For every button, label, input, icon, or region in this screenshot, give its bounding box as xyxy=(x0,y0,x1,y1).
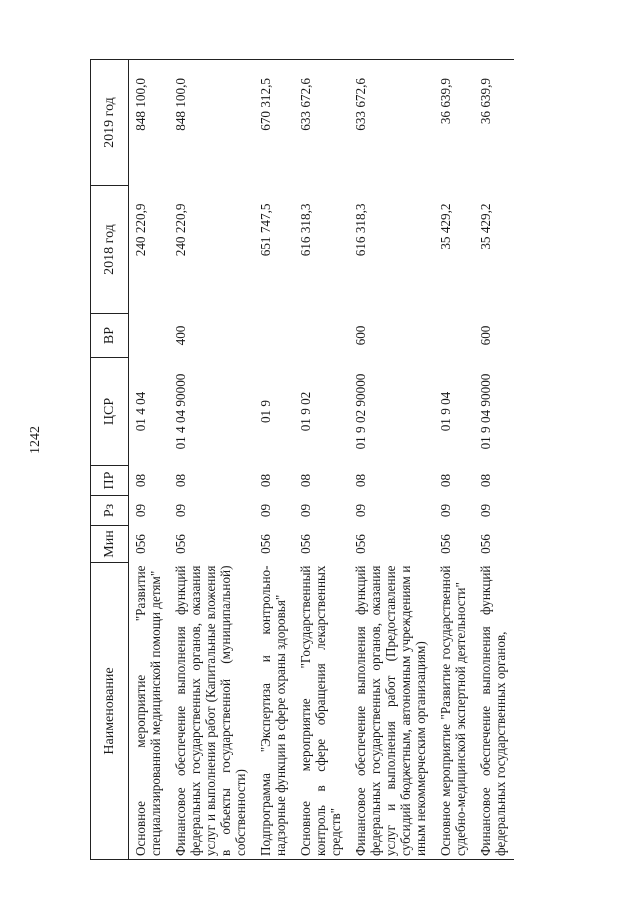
row-vr: 400 xyxy=(173,325,188,346)
row-vr xyxy=(129,314,170,358)
header-name: Наименование xyxy=(91,563,129,860)
row-2019: 848 100,0 xyxy=(169,60,254,186)
header-row xyxy=(91,60,129,860)
rotated-page-content xyxy=(90,60,510,860)
row-name: Подпрограмма "Экспертиза и контрольно-надзорные функции в сфере охраны здоровья" xyxy=(254,563,294,860)
row-name: Основное мероприятие "Развитие государственной судебно-медицинской экспертной деятельности" xyxy=(434,563,474,860)
table-row xyxy=(349,60,434,860)
row-2018: 616 318,3 xyxy=(298,203,313,257)
header-pr: ПР xyxy=(91,466,129,496)
row-pr: 08 xyxy=(173,473,188,488)
table-row xyxy=(169,60,254,860)
row-vr: 600 xyxy=(353,325,368,346)
row-pr: 08 xyxy=(298,473,313,488)
row-min: 056 xyxy=(478,534,493,554)
table-row xyxy=(294,60,349,860)
budget-table xyxy=(90,59,514,860)
row-2018: 240 220,9 xyxy=(173,203,188,257)
row-min: 056 xyxy=(298,534,313,554)
row-vr: 600 xyxy=(478,325,493,346)
row-csr: 01 9 04 xyxy=(438,391,453,432)
row-pr: 08 xyxy=(478,473,493,488)
row-vr xyxy=(254,314,294,358)
row-2018: 651 747,5 xyxy=(258,203,273,257)
row-rz: 09 xyxy=(438,503,453,518)
row-name: Финансовое обеспечение выполнения функций федеральных государственных органов, оказания услуг и выполнения работ (Предоставление субсидий бюджетным, автономным учреждениям и иным некоммерческим организациям) xyxy=(349,563,434,860)
row-csr: 01 9 02 90000 xyxy=(353,373,368,450)
table-row xyxy=(254,60,294,860)
table-row xyxy=(129,60,170,860)
page-number: 1242 xyxy=(28,426,43,454)
row-2019: 848 100,0 xyxy=(129,60,170,186)
row-csr: 01 4 04 90000 xyxy=(173,373,188,450)
row-2019: 36 639,9 xyxy=(434,60,474,186)
row-csr: 01 9 xyxy=(258,399,273,424)
row-csr: 01 9 02 xyxy=(298,391,313,432)
row-min: 056 xyxy=(173,534,188,554)
row-vr xyxy=(434,314,474,358)
row-2019: 633 672,6 xyxy=(349,60,434,186)
table-row xyxy=(434,60,474,860)
table-row xyxy=(474,60,514,860)
header-2019: 2019 год xyxy=(91,60,129,186)
row-min: 056 xyxy=(133,534,148,554)
row-pr: 08 xyxy=(353,473,368,488)
row-name: Основное мероприятие "Государственный контроль в сфере обращения лекарственных средств" xyxy=(294,563,349,860)
row-2018: 35 429,2 xyxy=(438,203,453,250)
header-vr: ВР xyxy=(91,314,129,358)
row-rz: 09 xyxy=(173,503,188,518)
row-rz: 09 xyxy=(298,503,313,518)
header-2018: 2018 год xyxy=(91,186,129,314)
header-csr: ЦСР xyxy=(91,358,129,466)
header-rz: Рз xyxy=(91,496,129,526)
row-name: Основное мероприятие "Развитие специализированной медицинской помощи детям" xyxy=(129,563,170,860)
row-rz: 09 xyxy=(478,503,493,518)
row-vr xyxy=(294,314,349,358)
row-min: 056 xyxy=(258,534,273,554)
row-rz: 09 xyxy=(133,503,148,518)
row-min: 056 xyxy=(353,534,368,554)
row-min: 056 xyxy=(438,534,453,554)
row-name: Финансовое обеспечение выполнения функций федеральных государственных органов, оказания услуг и выполнения работ (Капитальные вложения в объекты государственной (муниципальной) собственности) xyxy=(169,563,254,860)
row-name: Финансовое обеспечение выполнения функций федеральных государственных органов, xyxy=(474,563,514,860)
row-pr: 08 xyxy=(133,473,148,488)
row-2019: 633 672,6 xyxy=(294,60,349,186)
row-2018: 35 429,2 xyxy=(478,203,493,250)
row-2018: 240 220,9 xyxy=(133,203,148,257)
row-rz: 09 xyxy=(258,503,273,518)
row-pr: 08 xyxy=(438,473,453,488)
row-pr: 08 xyxy=(258,473,273,488)
row-2019: 670 312,5 xyxy=(254,60,294,186)
header-min: Мин xyxy=(91,526,129,563)
row-2019: 36 639,9 xyxy=(474,60,514,186)
row-rz: 09 xyxy=(353,503,368,518)
row-csr: 01 9 04 90000 xyxy=(478,373,493,450)
row-csr: 01 4 04 xyxy=(133,391,148,432)
row-2018: 616 318,3 xyxy=(353,203,368,257)
